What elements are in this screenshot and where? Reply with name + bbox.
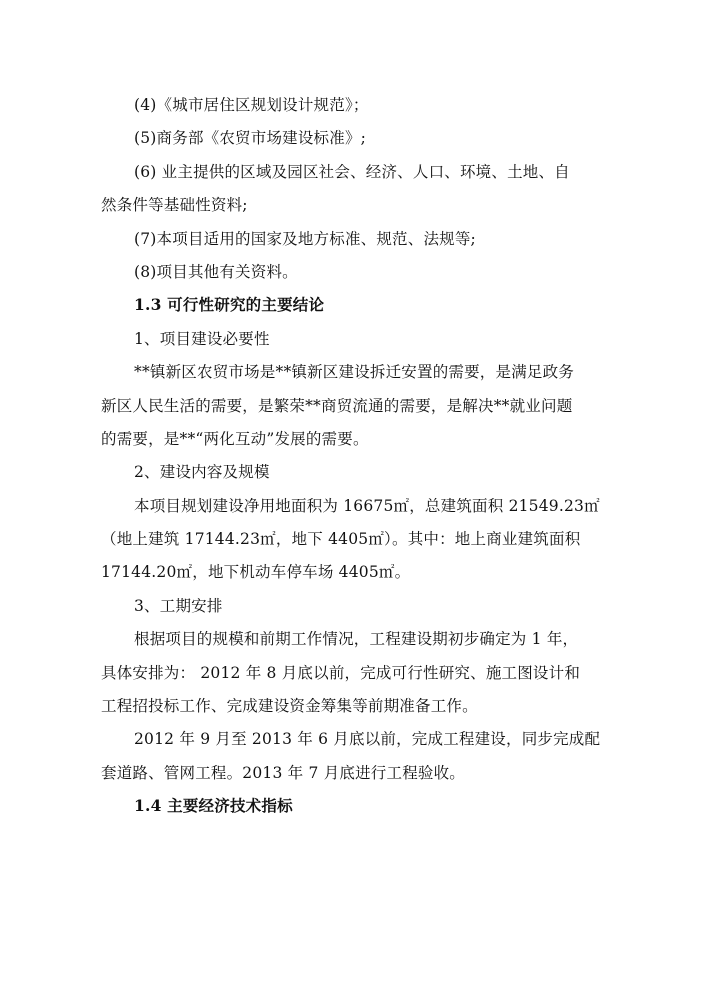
reference-item-7: (7)本项目适用的国家及地方标准、规范、法规等; <box>134 230 476 248</box>
subheading-scale: 2、建设内容及规模 <box>134 463 270 481</box>
reference-item-4: (4)《城市居住区规划设计规范》； <box>134 96 369 114</box>
reference-item-6-line1: (6) 业主提供的区域及园区社会、经济、人口、环境、土地、自 <box>134 163 570 181</box>
paragraph-construction-line1: 2012 年 9 月至 2013 年 6 月底以前，完成工程建设，同步完成配 <box>134 730 601 748</box>
subheading-schedule: 3、工期安排 <box>134 597 223 615</box>
paragraph-construction-line2: 套道路、管网工程。2013 年 7 月底进行工程验收。 <box>101 764 465 782</box>
paragraph-necessity-line1: **镇新区农贸市场是**镇新区建设拆迁安置的需要，是满足政务 <box>134 363 575 381</box>
paragraph-schedule-line2: 具体安排为： 2012 年 8 月底以前，完成可行性研究、施工图设计和 <box>101 664 581 682</box>
paragraph-scale-line2: （地上建筑 17144.23㎡，地下 4405㎡）。其中：地上商业建筑面积 <box>101 530 581 548</box>
paragraph-schedule-line3: 工程招投标工作、完成建设资金筹集等前期准备工作。 <box>101 697 478 715</box>
subheading-necessity: 1、项目建设必要性 <box>134 330 270 348</box>
paragraph-necessity-line3: 的需要，是**“两化互动”发展的需要。 <box>101 430 369 448</box>
section-heading-1-3: 1.3 可行性研究的主要结论 <box>134 295 325 314</box>
section-heading-1-4: 1.4 主要经济技术指标 <box>134 796 293 815</box>
paragraph-scale-line1: 本项目规划建设净用地面积为 16675㎡，总建筑面积 21549.23㎡ <box>134 497 600 515</box>
reference-item-8: (8)项目其他有关资料。 <box>134 263 298 281</box>
reference-item-6-line2: 然条件等基础性资料; <box>101 196 248 214</box>
paragraph-scale-line3: 17144.20㎡，地下机动车停车场 4405㎡。 <box>101 563 411 581</box>
paragraph-necessity-line2: 新区人民生活的需要，是繁荣**商贸流通的需要，是解决**就业问题 <box>101 397 573 415</box>
paragraph-schedule-line1: 根据项目的规模和前期工作情况，工程建设期初步确定为 1 年， <box>134 630 579 648</box>
reference-item-5: (5)商务部《农贸市场建设标准》; <box>134 129 367 147</box>
